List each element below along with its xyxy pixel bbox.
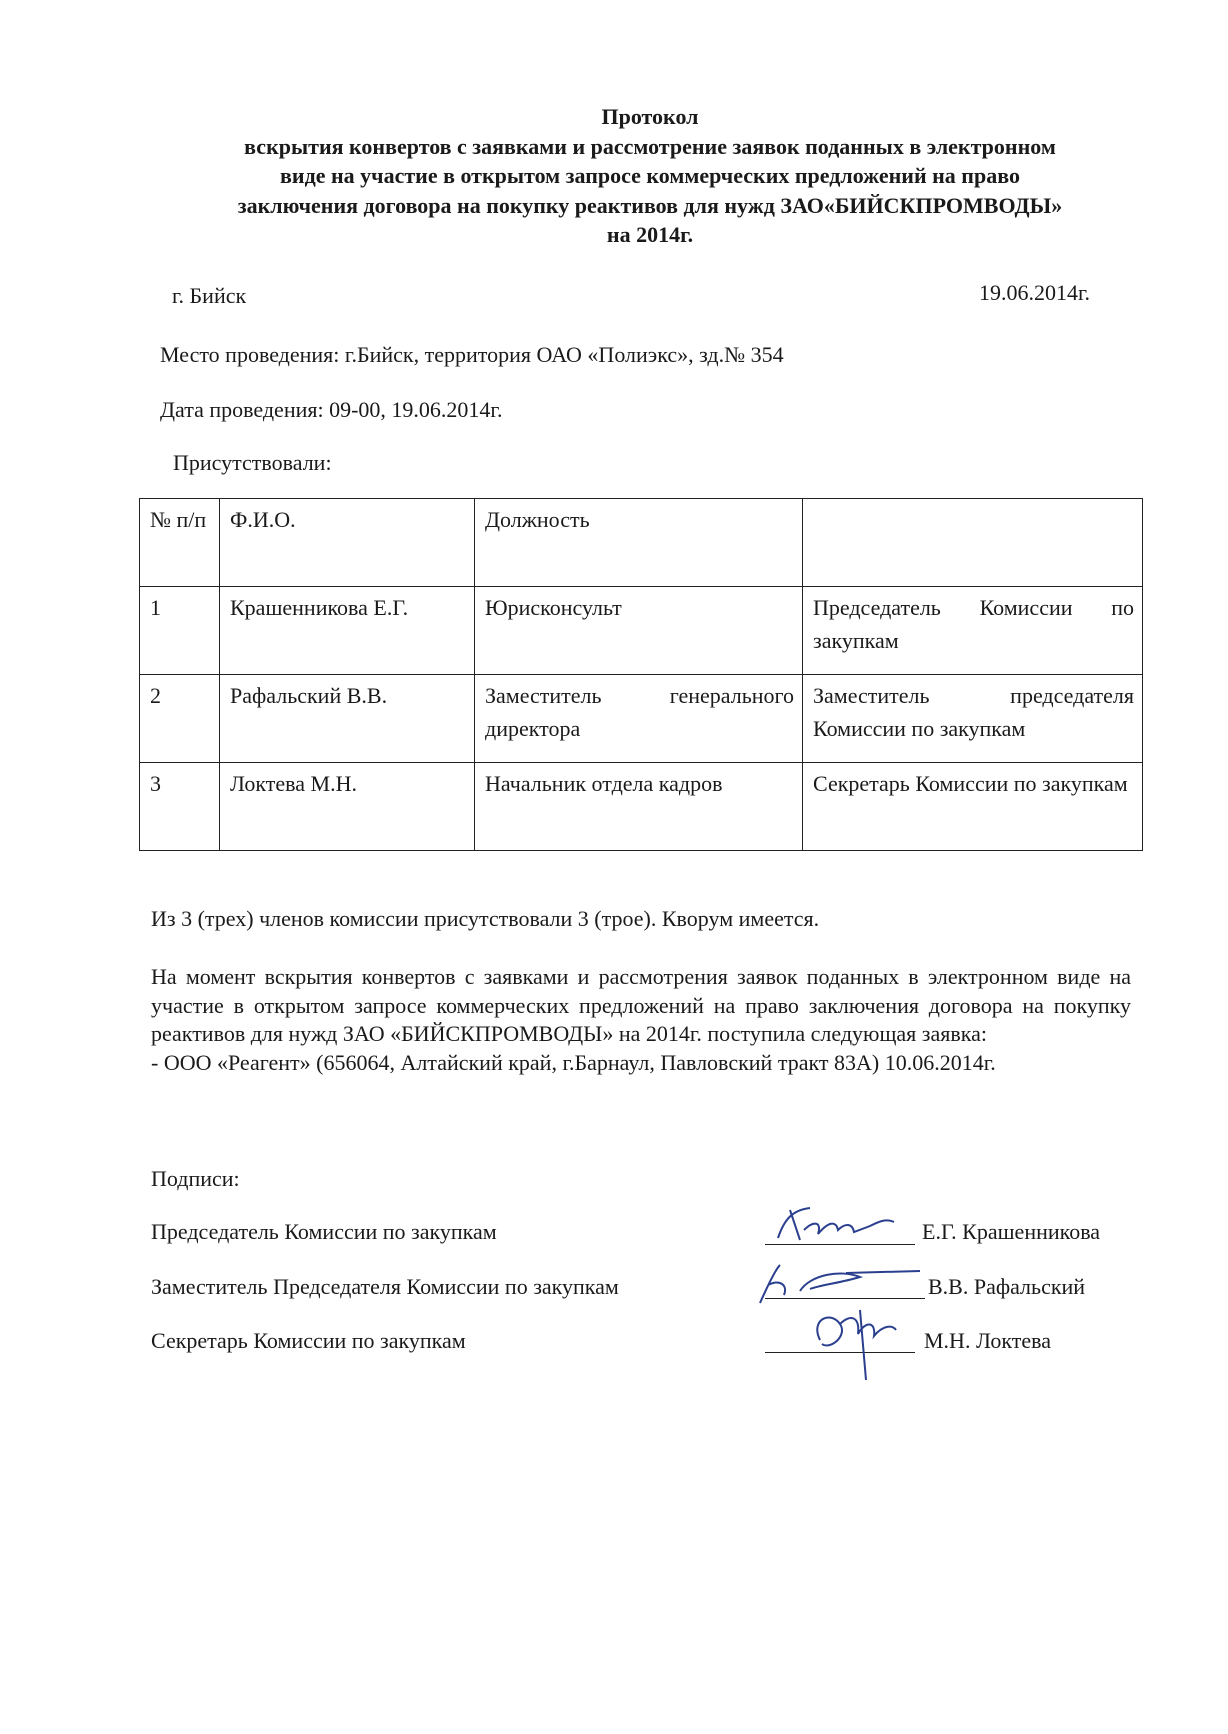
table-row — [140, 587, 1143, 675]
bid-entry: - ООО «Реагент» (656064, Алтайский край, г.Барнаул, Павловский тракт 83А) 10.06.2014г. — [151, 1049, 996, 1075]
signature-role: Заместитель Председателя Комиссии по закупкам — [151, 1274, 619, 1299]
table-row — [140, 763, 1143, 851]
signature-role: Председатель Комиссии по закупкам — [151, 1219, 497, 1244]
header-role — [803, 499, 1143, 587]
document-title: Протокол — [601, 104, 699, 129]
signature-name: М.Н. Локтева — [924, 1328, 1051, 1353]
title-line-4: на 2014г. — [606, 222, 694, 247]
row-name: Рафальский В.В. — [220, 675, 475, 763]
signature-role: Секретарь Комиссии по закупкам — [151, 1328, 466, 1353]
row-name: Крашенникова Е.Г. — [220, 587, 475, 675]
table-row — [140, 675, 1143, 763]
city: г. Бийск — [172, 283, 247, 308]
header-number: № п/п — [140, 499, 220, 587]
title-line-3: заключения договора на покупку реактивов для нужд ЗАО«БИЙСКПРОМВОДЫ» — [237, 192, 1063, 218]
signature-row — [151, 1328, 466, 1354]
row-role: Секретарь Комиссии по закупкам — [803, 763, 1143, 851]
present-label: Присутствовали: — [173, 450, 332, 475]
row-role: Заместитель председателя Комиссии по закупкам — [803, 675, 1143, 763]
row-number: 2 — [140, 675, 220, 763]
quorum-statement: Из 3 (трех) членов комиссии присутствовали 3 (трое). Кворум имеется. — [151, 906, 820, 931]
header-name: Ф.И.О. — [220, 499, 475, 587]
signature-name: Е.Г. Крашенникова — [922, 1219, 1101, 1244]
signature-mark-3 — [800, 1300, 930, 1390]
row-number: 3 — [140, 763, 220, 851]
meeting-date: Дата проведения: 09-00, 19.06.2014г. — [160, 397, 503, 422]
signatures-label: Подписи: — [151, 1166, 240, 1191]
signature-row — [151, 1219, 497, 1245]
row-position: Начальник отдела кадров — [475, 763, 803, 851]
document-title-block — [150, 102, 1150, 250]
title-line-1: вскрытия конвертов с заявками и рассмотрение заявок поданных в электронном — [244, 133, 1056, 159]
signature-row — [151, 1274, 619, 1300]
meeting-place: Место проведения: г.Бийск, территория ОАО «Полиэкс», зд.№ 354 — [160, 342, 784, 367]
bids-paragraph — [151, 963, 1131, 1077]
header-position: Должность — [475, 499, 803, 587]
bids-intro: На момент вскрытия конвертов с заявками и рассмотрения заявок поданных в электронном виде на участие в открытом запросе коммерческих предложений на право заключения договора на покупку реактивов для нужд ЗАО «БИЙСКПРОМВОДЫ» на 2014г. поступила следующая заявка: — [151, 964, 1131, 1046]
row-position: Заместитель генерального директора — [475, 675, 803, 763]
row-number: 1 — [140, 587, 220, 675]
table-header-row — [140, 499, 1143, 587]
title-line-2: виде на участие в открытом запросе коммерческих предложений на право — [280, 163, 1020, 188]
members-table — [139, 498, 1143, 851]
signature-mark-1 — [770, 1200, 920, 1250]
row-name: Локтева М.Н. — [220, 763, 475, 851]
row-role: Председатель Комиссии по закупкам — [803, 587, 1143, 675]
document-date: 19.06.2014г. — [978, 280, 1090, 305]
signature-name: В.В. Рафальский — [928, 1274, 1086, 1299]
row-position: Юрисконсульт — [475, 587, 803, 675]
